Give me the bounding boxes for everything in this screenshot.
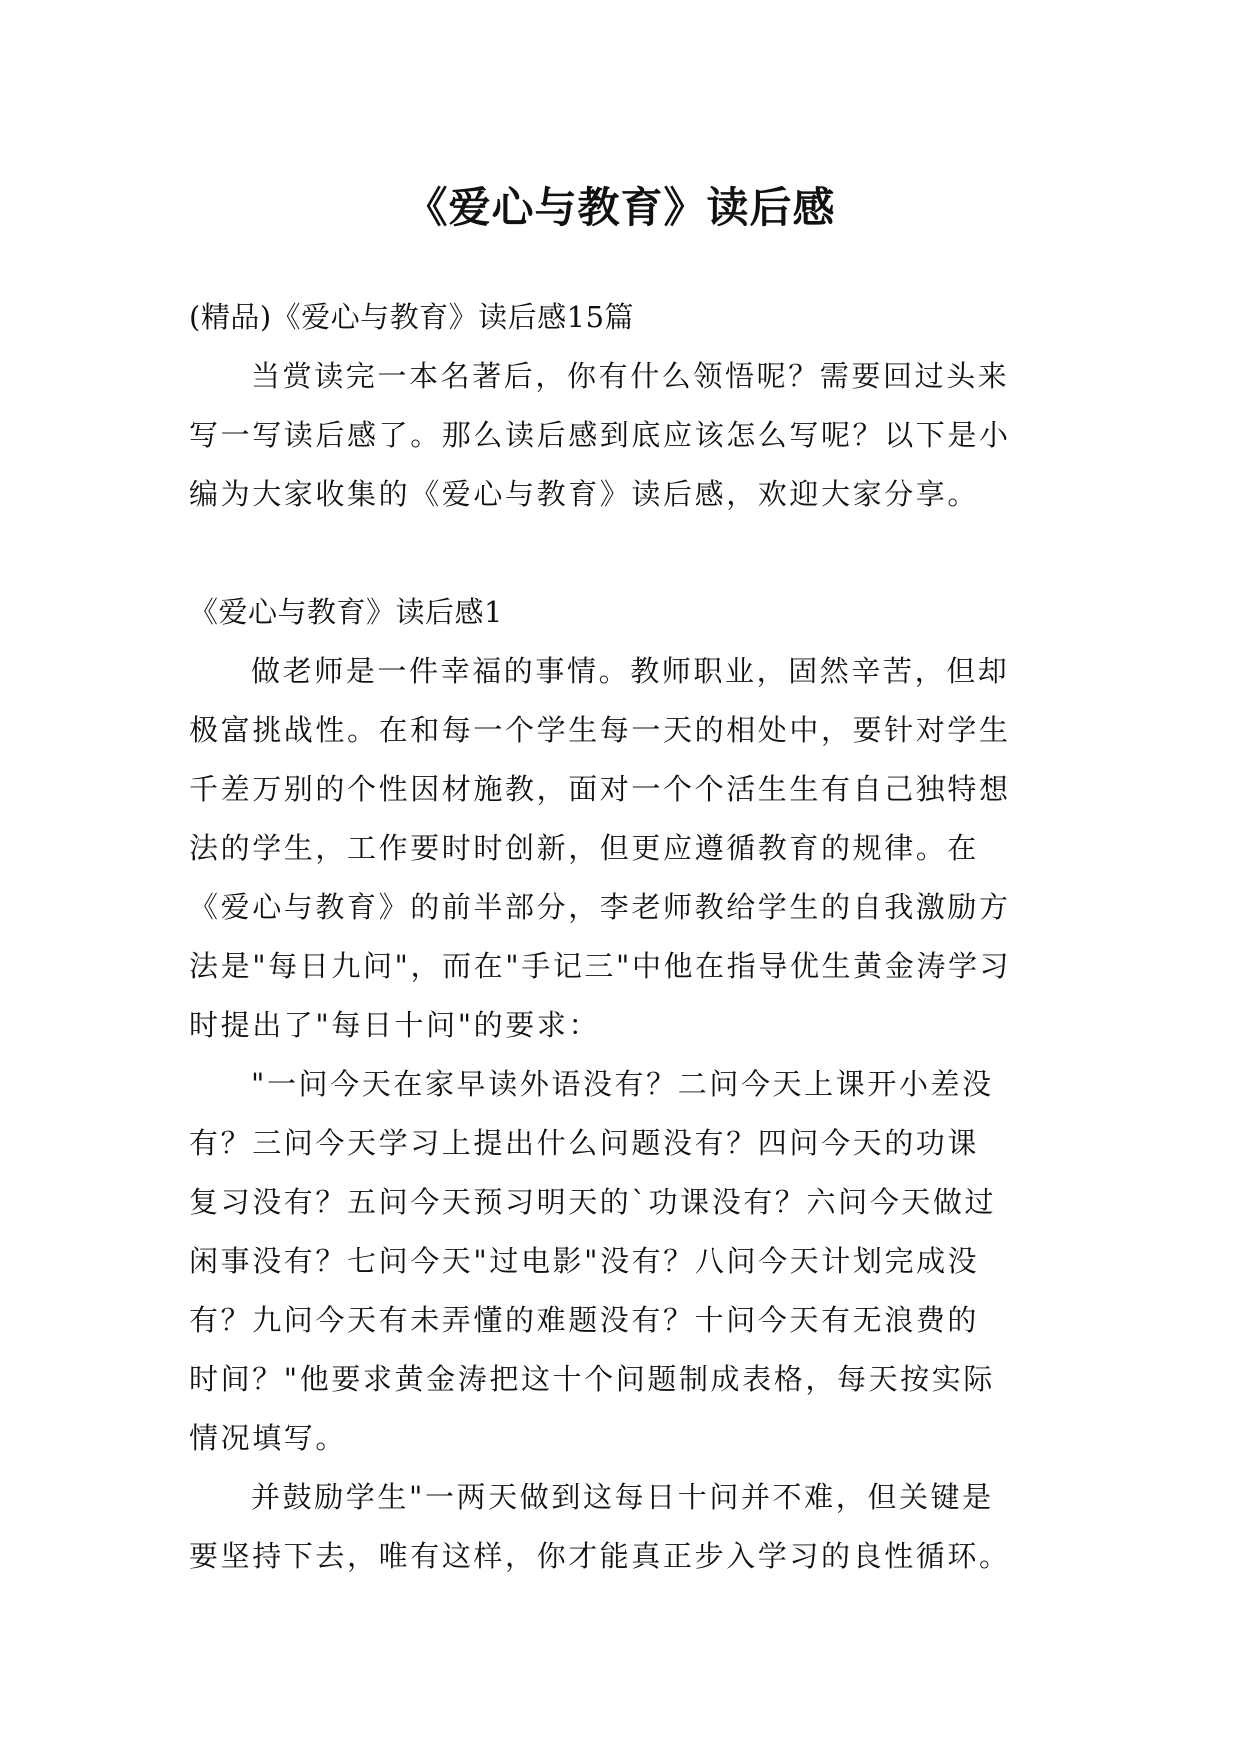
body-paragraph-1 — [189, 642, 1059, 1055]
text-line: 当赏读完一本名著后，你有什么领悟呢？需要回过头来 — [251, 359, 1010, 393]
paragraph-gap — [189, 524, 1059, 583]
text-line: 情况填写。 — [189, 1421, 348, 1455]
text-line: 法是"每日九问"，而在"手记三"中他在指导优生黄金涛学习 — [189, 949, 1012, 983]
document-body — [189, 288, 1059, 1586]
body-paragraph-3 — [189, 1468, 1059, 1586]
text-line: 写一写读后感了。那么读后感到底应该怎么写呢？以下是小 — [189, 418, 1011, 452]
section-heading: 《爱心与教育》读后感1 — [189, 595, 503, 629]
text-line: 时提出了"每日十问"的要求： — [189, 1008, 601, 1042]
text-line: 法的学生，工作要时时创新，但更应遵循教育的规律。在 — [189, 831, 980, 865]
text-line: 有？九问今天有未弄懂的难题没有？十问今天有无浪费的 — [189, 1303, 980, 1337]
intro-paragraph — [189, 347, 1059, 524]
text-line: 闲事没有？七问今天"过电影"没有？八问今天计划完成没 — [189, 1244, 980, 1278]
text-line: 并鼓励学生"一两天做到这每日十问并不难，但关键是 — [251, 1480, 994, 1514]
text-line: 《爱心与教育》的前半部分，李老师教给学生的自我激励方 — [189, 890, 1011, 924]
document-subtitle: (精品)《爱心与教育》读后感15篇 — [189, 300, 635, 334]
text-line: 要坚持下去，唯有这样，你才能真正步入学习的良性循环。 — [189, 1539, 1011, 1573]
body-paragraph-2 — [189, 1055, 1059, 1468]
text-line: 做老师是一件幸福的事情。教师职业，固然辛苦，但却 — [251, 654, 1010, 688]
text-line: "一问今天在家早读外语没有？二问今天上课开小差没 — [251, 1067, 994, 1101]
text-line: 编为大家收集的《爱心与教育》读后感，欢迎大家分享。 — [189, 477, 980, 511]
text-line: 千差万别的个性因材施教，面对一个个活生生有自己独特想 — [189, 772, 1011, 806]
text-line: 时间？"他要求黄金涛把这十个问题制成表格，每天按实际 — [189, 1362, 995, 1396]
text-line: 极富挑战性。在和每一个学生每一天的相处中，要针对学生 — [189, 713, 1011, 747]
text-line: 有？三问今天学习上提出什么问题没有？四问今天的功课 — [189, 1126, 980, 1160]
text-line: 复习没有？五问今天预习明天的`功课没有？六问今天做过 — [189, 1185, 997, 1219]
document-title: 《爱心与教育》读后感 — [405, 183, 836, 233]
